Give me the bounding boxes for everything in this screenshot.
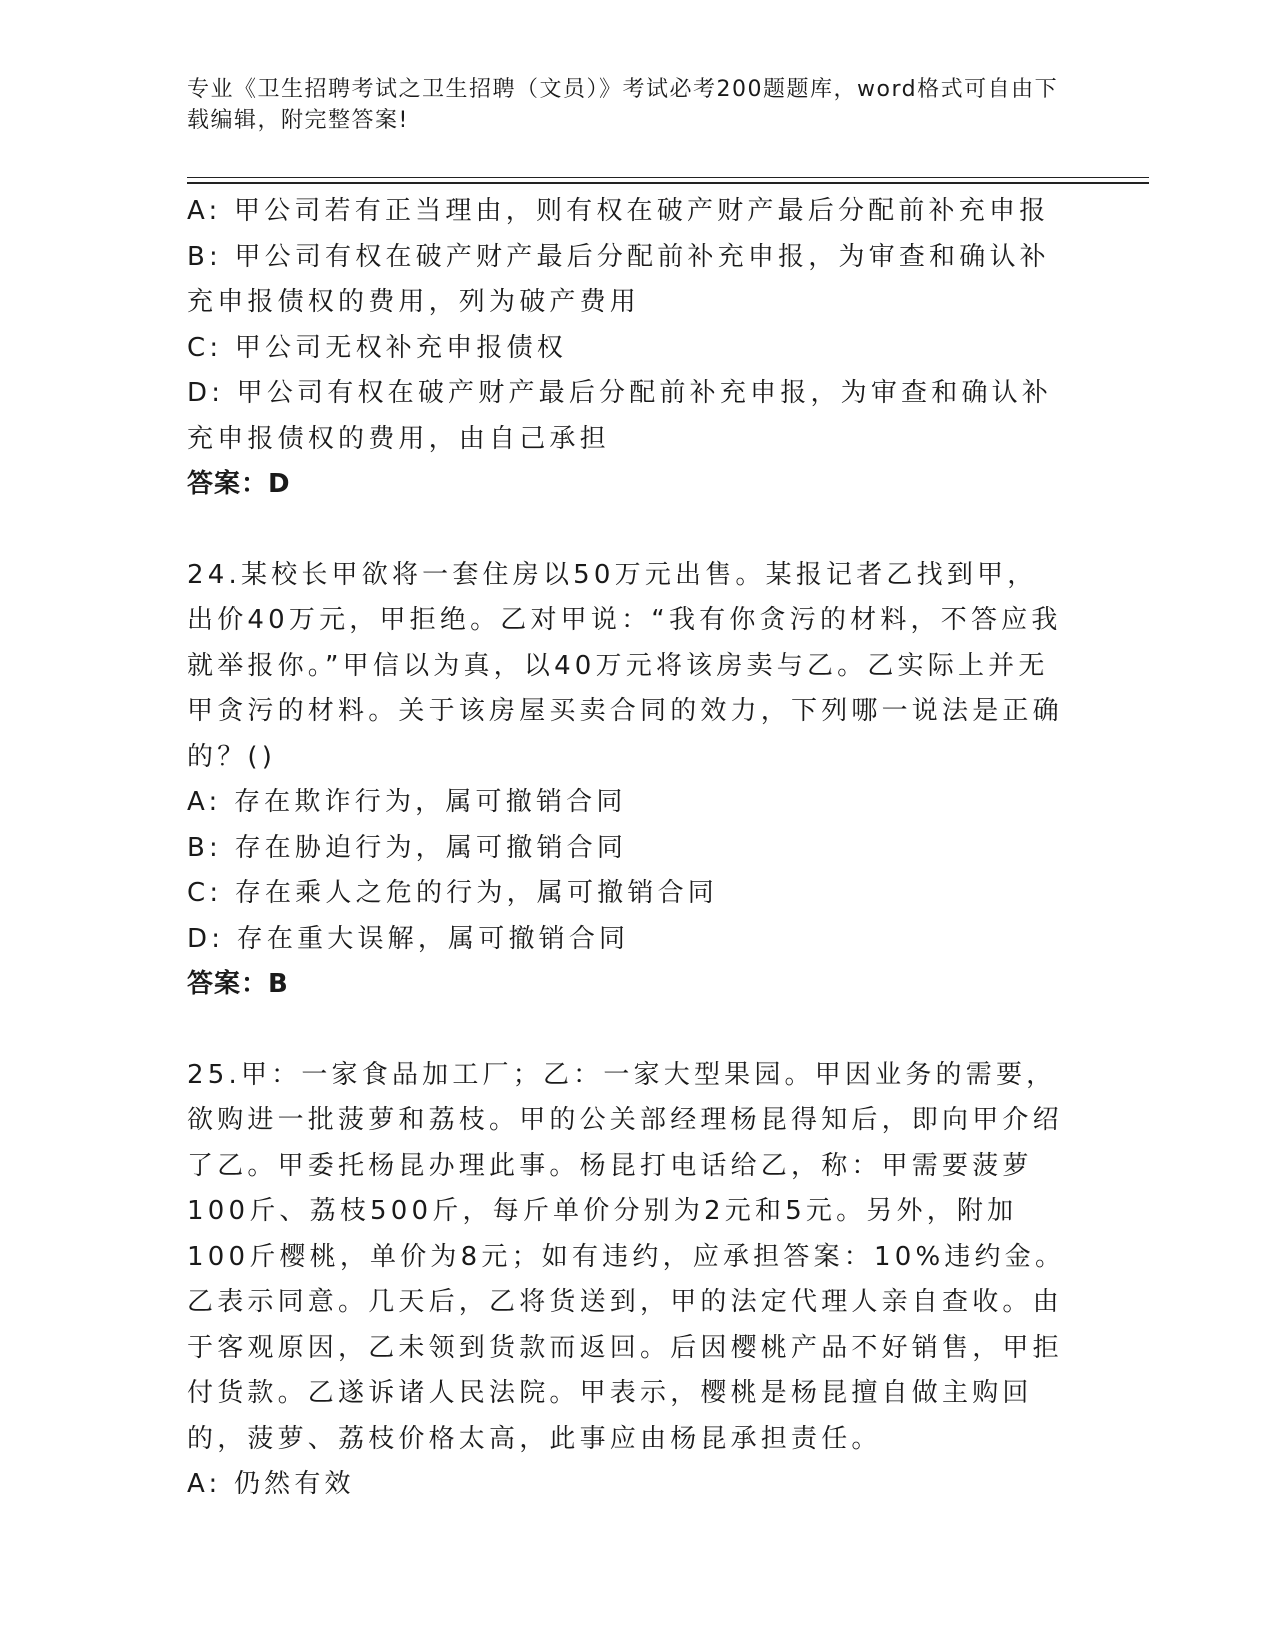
option-b: B: 存在胁迫行为，属可撤销合同 (187, 832, 628, 863)
option-a: A: 仍然有效 (187, 1469, 355, 1499)
spacer (187, 508, 1067, 553)
answer: 答案：D (187, 469, 291, 499)
option-c: C: 存在乘人之危的行为，属可撤销合同 (187, 878, 718, 908)
question-25 (187, 1053, 1067, 1508)
option-c: C: 甲公司无权补充申报债权 (187, 332, 567, 363)
answer: 答案：B (187, 969, 289, 999)
option-a: A: 甲公司若有正当理由，则有权在破产财产最后分配前补充申报 (187, 196, 1050, 226)
question-24 (187, 553, 1067, 1008)
document-header (187, 74, 1067, 136)
question-content (187, 189, 1067, 1508)
question-stem: 24.某校长甲欲将一套住房以50万元出售。某报记者乙找到甲，出价40万元，甲拒绝。乙对甲说：“我有你贪污的材料，不答应我就举报你。”甲信以为真，以40万元将该房卖与乙。乙实际上并无甲贪污的材料。关于该房屋买卖合同的效力，下列哪一说法是正确的？() (187, 559, 1063, 772)
spacer (187, 1008, 1067, 1053)
question-stem: 25.甲：一家食品加工厂；乙：一家大型果园。甲因业务的需要，欲购进一批菠萝和荔枝。甲的公关部经理杨昆得知后，即向甲介绍了乙。甲委托杨昆办理此事。杨昆打电话给乙，称：甲需要菠萝100斤、荔枝500斤，每斤单价分别为2元和5元。另外，附加100斤樱桃，单价为8元；如有违约，应承担答案：10%违约金。乙表示同意。几天后，乙将货送到，甲的法定代理人亲自查收。由于客观原因，乙未领到货款而返回。后因樱桃产品不好销售，甲拒付货款。乙遂诉诸人民法院。甲表示，樱桃是杨昆擅自做主购回的，菠萝、荔枝价格太高，此事应由杨昆承担责任。 (187, 1059, 1066, 1454)
option-a: A: 存在欺诈行为，属可撤销合同 (187, 787, 627, 817)
option-d: D: 甲公司有权在破产财产最后分配前补充申报，为审查和确认补充申报债权的费用，由自己承担 (187, 378, 1053, 454)
question-23 (187, 189, 1067, 508)
document-title: 专业《卫生招聘考试之卫生招聘（文员）》考试必考200题题库，word格式可自由下载编辑，附完整答案! (187, 77, 1059, 133)
header-rule-thick (187, 182, 1149, 184)
option-b: B: 甲公司有权在破产财产最后分配前补充申报，为审查和确认补充申报债权的费用，列为破产费用 (187, 241, 1050, 317)
header-rule-thin (187, 177, 1149, 178)
option-d: D: 存在重大误解，属可撤销合同 (187, 923, 630, 954)
